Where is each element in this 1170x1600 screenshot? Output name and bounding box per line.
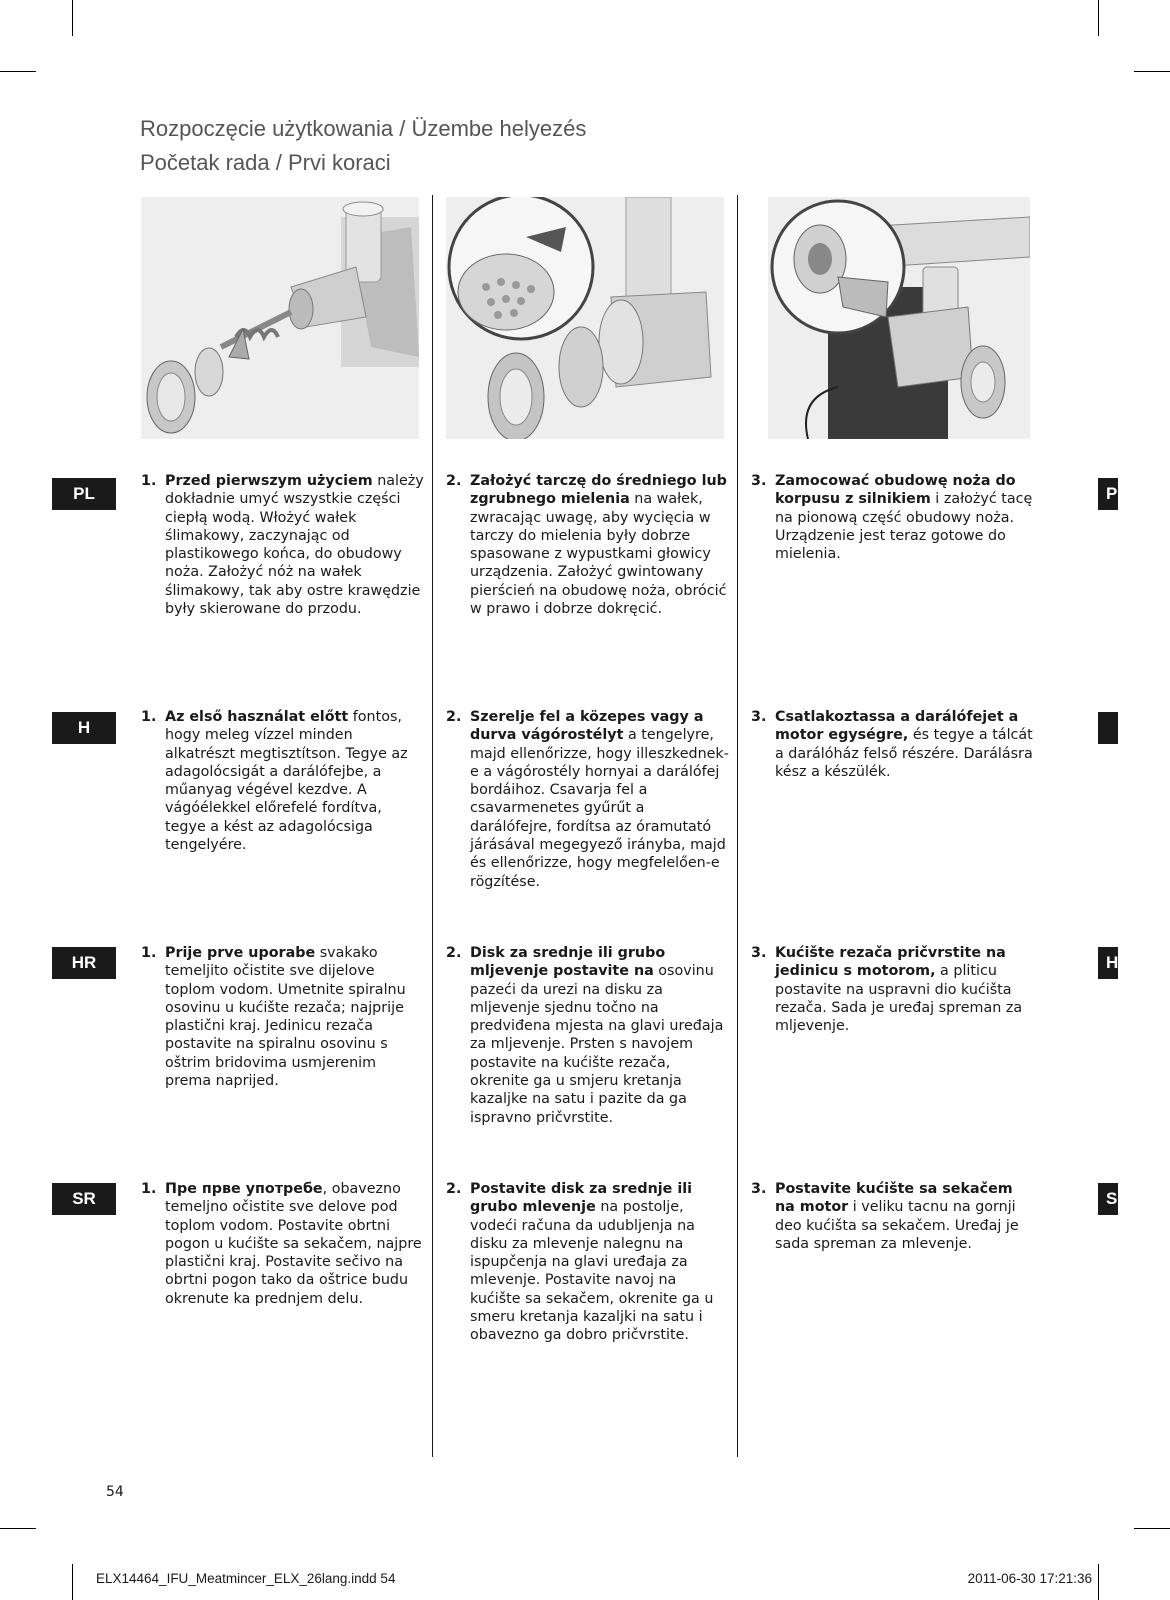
- crop-mark: [72, 1564, 73, 1600]
- step-number: 1.: [141, 709, 157, 725]
- step-body: i veliku tacnu na gornji deo kućišta sa sekačem. Uređaj je sada spreman za mlevenje.: [775, 1199, 1019, 1252]
- language-label-hr: HR: [52, 947, 116, 979]
- language-label-pl: PL: [52, 478, 116, 510]
- page-title-line1: Rozpoczęcie użytkowania / Üzembe helyezés: [140, 116, 587, 141]
- side-language-tab: [1098, 712, 1118, 744]
- step-emphasis: Szerelje fel a közepes vagy a durva vágórostélyt: [470, 709, 704, 744]
- side-language-tab: P: [1098, 478, 1118, 510]
- step-emphasis: Postavite disk za srednje ili grubo mlevenje: [470, 1181, 693, 1216]
- step-emphasis: Csatlakoztassa a darálófejet a motor egységre,: [775, 709, 1019, 744]
- step-body: i założyć tacę na pionową część obudowy noża. Urządzenie jest teraz gotowe do mielenia.: [775, 491, 1033, 563]
- step-number: 1.: [141, 473, 157, 489]
- crop-mark: [0, 71, 36, 72]
- side-language-tab: S: [1098, 1183, 1118, 1215]
- step-text: [165, 472, 425, 618]
- step-number: 2.: [446, 945, 462, 961]
- step-body: na postolje, vodeći računa da udubljenja na disku za mlevenje nalegnu na ispupčenja na glavi uređaja za mlevenje. Postavite navoj na kućište sa sekačem, okrenite ga u smeru kretanja kazaljki na satu i obavezno ga dobro pričvrstite.: [470, 1199, 714, 1344]
- step-body: należy dokładnie umyć wszystkie części ciepłą wodą. Włożyć wałek ślimakowy, zaczynając od plastikowego końca, do obudowy noża. Założyć nóż na wałek ślimakowy, tak aby ostre krawędzie były skierowane do przodu.: [165, 473, 424, 618]
- column-divider: [737, 195, 738, 1457]
- footer-timestamp: 2011-06-30 17:21:36: [967, 1571, 1092, 1586]
- step-number: 3.: [751, 709, 767, 725]
- step-emphasis: Założyć tarczę do średniego lub zgrubnego mielenia: [470, 473, 727, 508]
- step-body: svakako temeljito očistite sve dijelove toplom vodom. Umetnite spiralnu osovinu u kućište rezača; najprije plastični kraj. Jedinicu rezača postavite na spiralnu osovinu s oštrim bridovima usmjerenim prema naprijed.: [165, 945, 406, 1090]
- step-body: na wałek, zwracając uwagę, aby wycięcia w tarczy do mielenia były dobrze spasowane z wypustkami głowicy urządzenia. Założyć gwintowany pierścień na obudowę noża, obrócić w prawo i dobrze dokręcić.: [470, 491, 727, 618]
- step-number: 3.: [751, 473, 767, 489]
- step-text: [165, 1180, 425, 1308]
- step-text: [165, 944, 425, 1090]
- step-body: fontos, hogy meleg vízzel minden alkatrészt megtisztítson. Tegye az adagolócsigát a darálófejbe, a műanyag végével kezdve. A vágóélekkel előrefelé fordítva, tegye a kést az adagolócsiga tengelyére.: [165, 709, 408, 854]
- step-text: [470, 944, 730, 1127]
- step-emphasis: Zamocować obudowę noża do korpusu z silnikiem: [775, 473, 1016, 508]
- crop-mark: [1098, 0, 1099, 36]
- step-text: [775, 1180, 1035, 1253]
- step-number: 1.: [141, 1181, 157, 1197]
- column-divider: [432, 195, 433, 1457]
- step-number: 2.: [446, 473, 462, 489]
- step-text: [165, 708, 425, 854]
- page-number: 54: [106, 1484, 124, 1500]
- crop-mark: [72, 0, 73, 36]
- crop-mark: [1134, 71, 1170, 72]
- crop-mark: [1134, 1528, 1170, 1529]
- step-text: [775, 944, 1035, 1035]
- step-emphasis: Przed pierwszym użyciem: [165, 473, 373, 489]
- step-number: 1.: [141, 945, 157, 961]
- step-body: , obavezno temeljno očistite sve delove pod toplom vodom. Postavite obrtni pogon u kućište sa sekačem, najpre plastični kraj. Postavite sečivo na obrtni pogon tako da oštrice budu okrenute ka prednjem delu.: [165, 1181, 422, 1307]
- side-language-tab: H: [1098, 947, 1118, 979]
- step-number: 2.: [446, 1181, 462, 1197]
- illustration-step3: [768, 197, 1030, 439]
- step-text: [775, 472, 1035, 563]
- step-emphasis: Disk za srednje ili grubo mljevenje postavite na: [470, 945, 666, 980]
- step-body: osovinu pazeći da urezi na disku za mljevenje sjednu točno na predviđena mjesta na glavi uređaja za mljevenje. Prsten s navojem postavite na kućište rezača, okrenite ga u smjeru kretanja kazaljke na satu i pazite da ga ispravno pričvrstite.: [470, 963, 724, 1126]
- illustration-step2: [446, 197, 724, 439]
- language-label-h: H: [52, 712, 116, 744]
- step-number: 2.: [446, 709, 462, 725]
- step-emphasis: Пре прве употребе: [165, 1181, 323, 1197]
- step-text: [470, 1180, 730, 1345]
- step-body: a tengelyre, majd ellenőrizze, hogy illeszkednek-e a vágórostély hornyai a darálófej bordáihoz. Csavarja fel a csavarmenetes gyűrűt a darálófejre, fordítsa az óramutató járásával megegyező irányba, majd és ellenőrizze, hogy megfelelően-e rögzítése.: [470, 727, 729, 890]
- footer-file-info: ELX14464_IFU_Meatmincer_ELX_26lang.indd 54: [96, 1571, 396, 1586]
- step-emphasis: Postavite kućište sa sekačem na motor: [775, 1181, 1013, 1216]
- step-emphasis: Az első használat előtt: [165, 709, 349, 725]
- step-text: [775, 708, 1035, 781]
- step-body: a pliticu postavite na uspravni dio kućišta rezača. Sada je uređaj spreman za mljevenje.: [775, 963, 1023, 1035]
- step-emphasis: Prije prve uporabe: [165, 945, 316, 961]
- crop-mark: [1098, 1564, 1099, 1600]
- step-number: 3.: [751, 1181, 767, 1197]
- step-text: [470, 472, 730, 618]
- step-text: [470, 708, 730, 891]
- step-number: 3.: [751, 945, 767, 961]
- illustration-step1: [141, 197, 419, 439]
- crop-mark: [0, 1528, 36, 1529]
- page-title-line2: Početak rada / Prvi koraci: [140, 150, 391, 175]
- language-label-sr: SR: [52, 1183, 116, 1215]
- step-body: és tegye a tálcát a darálóház felső részére. Darálásra kész a készülék.: [775, 727, 1033, 780]
- step-emphasis: Kućište rezača pričvrstite na jedinicu s motorom,: [775, 945, 1006, 980]
